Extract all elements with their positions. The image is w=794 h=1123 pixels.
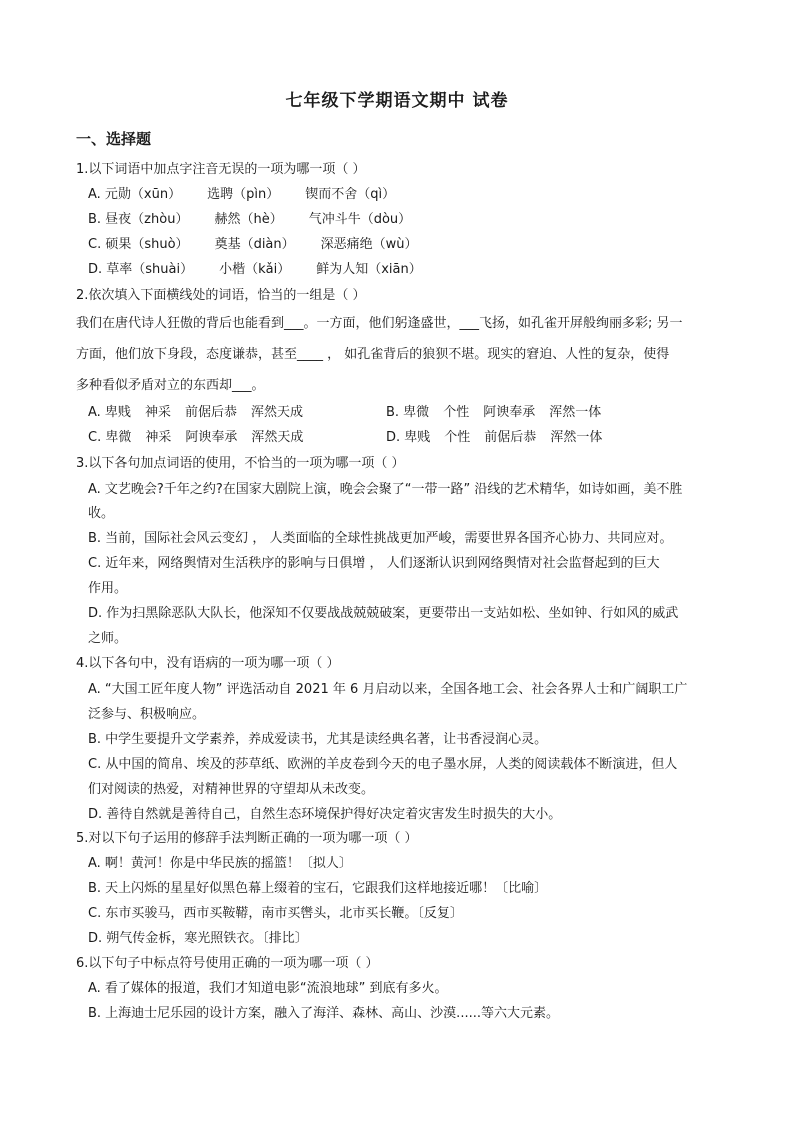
question-5-option-b: B. 天上闪烁的星星好似黑色幕上缀着的宝石，它跟我们这样地接近哪！〔比喻〕 <box>88 881 548 896</box>
option-text: 气冲斗牛（dòu） <box>308 212 412 227</box>
option-text: 浑然一体 <box>549 405 602 420</box>
option-text: B. 昼夜（zhòu） <box>88 212 189 227</box>
question-5-option-d: D. 朔气传金柝，寒光照铁衣。〔排比〕 <box>88 931 308 946</box>
question-1-option-b <box>88 211 437 229</box>
question-2-option-b <box>386 404 615 422</box>
option-text: B. 卑微 <box>386 405 430 420</box>
section-heading: 一、选择题 <box>76 130 152 148</box>
option-text: 阿谀奉承 <box>483 405 536 420</box>
question-1-stem: 1.以下词语中加点字注音无误的一项为哪一项（ ） <box>76 162 366 177</box>
option-text: 神采 <box>144 405 171 420</box>
option-text: 选聘（pìn） <box>207 187 280 202</box>
question-3-option-b: B. 当前，国际社会风云变幻 ， 人类面临的全球性挑战更加严峻，需要世界各国齐心协力、共同应对。 <box>88 531 673 546</box>
question-2-option-c <box>88 429 317 447</box>
option-text: D. 草率（shuài） <box>88 262 194 277</box>
question-3-option-d: D. 作为扫黑除恶队大队长，他深知不仅要战战兢兢破案，更要带出一支站如松、坐如钟、行如风的威武 <box>88 606 679 621</box>
option-text: C. 卑微 <box>88 430 132 445</box>
question-4-option-a: A. “大国工匠年度人物” 评选活动自 2021 年 6 月启动以来，全国各地工会、社会各界人士和广阔职工广 <box>88 682 688 697</box>
question-6-option-a: A. 看了媒体的报道，我们才知道电影“流浪地球” 到底有多火。 <box>88 981 448 996</box>
option-text: 前倨后恭 <box>484 430 537 445</box>
question-3-option-d-cont: 之师。 <box>88 631 128 646</box>
option-text: 浑然一体 <box>550 430 603 445</box>
question-6-option-b: B. 上海迪士尼乐园的设计方案，融入了海洋、森林、高山、沙漠......等六大元素。 <box>88 1006 559 1021</box>
question-2-passage-line: 我们在唐代诗人狂傲的背后也能看到___。一方面，他们躬逢盛世，___飞扬，如孔雀开屏般绚丽多彩; 另一 <box>76 316 683 331</box>
question-5-option-c: C. 东市买骏马，西市买鞍鞯，南市买辔头，北市买长鞭。〔反复〕 <box>88 906 463 921</box>
question-2-stem: 2.依次填入下面横线处的词语，恰当的一组是（ ） <box>76 288 366 303</box>
question-4-option-c-cont: 们对阅读的热爱，对精神世界的守望却从未改变。 <box>88 782 375 797</box>
option-text: 个性 <box>444 430 471 445</box>
question-3-option-a: A. 文艺晚会?千年之约?在国家大剧院上演，晚会会聚了“一带一路” 沿线的艺术精华，如诗如画，美不胜 <box>88 482 683 497</box>
question-4-stem: 4.以下各句中，没有语病的一项为哪一项（ ） <box>76 656 340 671</box>
option-text: A. 卑贱 <box>88 405 131 420</box>
question-1-option-a <box>88 186 421 204</box>
question-2-option-d <box>386 429 616 447</box>
option-text: 锲而不舍（qì） <box>305 187 396 202</box>
option-text: 前倨后恭 <box>184 405 237 420</box>
option-text: C. 硕果（shuò） <box>88 237 189 252</box>
option-text: 浑然天成 <box>251 430 304 445</box>
question-3-stem: 3.以下各句加点词语的使用，不恰当的一项为哪一项（ ） <box>76 456 405 471</box>
option-text: 神采 <box>145 430 172 445</box>
question-6-stem: 6.以下句子中标点符号使用正确的一项为哪一项（ ） <box>76 956 379 971</box>
question-2-option-a <box>88 404 317 422</box>
question-3-option-c-cont: 作用。 <box>88 581 128 596</box>
option-text: 阿谀奉承 <box>185 430 238 445</box>
option-text: 赫然（hè） <box>214 212 283 227</box>
option-text: A. 元勋（xūn） <box>88 187 182 202</box>
question-4-option-d: D. 善待自然就是善待自己，自然生态环境保护得好决定着灾害发生时损失的大小。 <box>88 807 562 822</box>
question-5-stem: 5.对以下句子运用的修辞手法判断正确的一项为哪一项（ ） <box>76 831 418 846</box>
question-2-passage-line: 方面，他们放下身段，态度谦恭，甚至____ ， 如孔雀背后的狼狈不堪。现实的窘迫、人性的复杂，使得 <box>76 347 670 362</box>
page-title: 七年级下学期语文期中 试卷 <box>285 91 509 111</box>
question-4-option-b: B. 中学生要提升文学素养，养成爱读书，尤其是读经典名著，让书香浸润心灵。 <box>88 732 548 747</box>
option-text: 奠基（diàn） <box>214 237 295 252</box>
question-1-option-c <box>88 236 444 254</box>
question-4-option-a-cont: 泛参与、积极响应。 <box>88 707 206 722</box>
option-text: 浑然天成 <box>250 405 303 420</box>
option-text: 鲜为人知（xiān） <box>316 262 422 277</box>
option-text: 个性 <box>443 405 470 420</box>
option-text: 深恶痛绝（wù） <box>320 237 418 252</box>
option-text: D. 卑贱 <box>386 430 431 445</box>
question-3-option-a-cont: 收。 <box>88 506 115 521</box>
option-text: 小楷（kǎi） <box>219 262 291 277</box>
question-2-passage-line: 多种看似矛盾对立的东西却___。 <box>76 378 265 393</box>
question-3-option-c: C. 近年来，网络舆情对生活秩序的影响与日俱增 ， 人们逐渐认识到网络舆情对社会监督起到的巨大 <box>88 556 660 571</box>
question-5-option-a: A. 啊！黄河！你是中华民族的摇篮！〔拟人〕 <box>88 856 352 871</box>
question-4-option-c: C. 从中国的简帛、埃及的莎草纸、欧洲的羊皮卷到今天的电子墨水屏，人类的阅读载体不断演进，但人 <box>88 757 678 772</box>
question-1-option-d <box>88 261 448 279</box>
